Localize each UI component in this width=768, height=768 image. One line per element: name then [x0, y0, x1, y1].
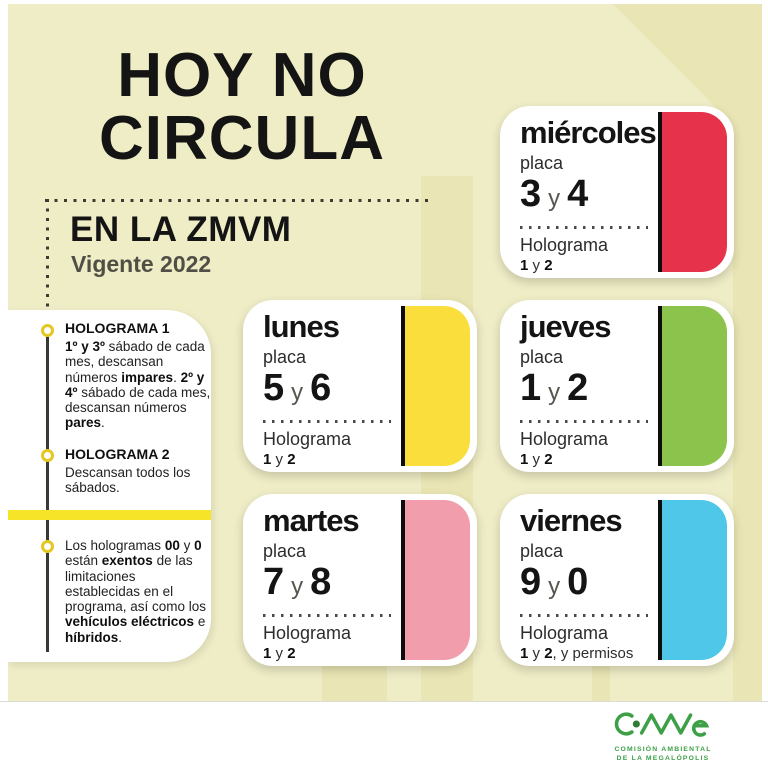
day-color-block	[405, 306, 470, 466]
dotted-separator	[520, 614, 648, 617]
day-name: martes	[263, 503, 359, 538]
hologram-1-heading: HOLOGRAMA 1	[65, 320, 170, 336]
hologram-value: 1 y 2	[520, 257, 553, 274]
day-color-block	[662, 112, 727, 272]
plate-numbers: 5 y 6	[263, 367, 332, 409]
plate-numbers: 7 y 8	[263, 561, 332, 603]
dotted-separator	[263, 614, 391, 617]
came-logo-icon	[604, 708, 722, 740]
footer-bar	[0, 701, 768, 768]
day-card-martes	[243, 494, 477, 666]
day-color-block	[662, 306, 727, 466]
hologram-label: Holograma	[520, 623, 609, 643]
dotted-separator	[520, 226, 648, 229]
day-card-jueves	[500, 300, 734, 472]
hologram-1-body: 1º y 3º sábado de cada mes, descansan números impares. 2º y 4º sábado de cada mes, descansan números pares.	[65, 339, 211, 431]
hologram-label: Holograma	[263, 623, 352, 643]
hologram-2-section	[65, 446, 211, 496]
hologram-1-section	[65, 320, 211, 431]
day-name: miércoles	[520, 115, 656, 150]
hologram-label: Holograma	[263, 429, 352, 449]
timeline-bullet	[41, 324, 54, 337]
placa-label: placa	[263, 347, 307, 367]
dotted-guide-horizontal	[45, 199, 431, 202]
placa-label: placa	[520, 153, 564, 173]
hologram-label: Holograma	[520, 235, 609, 255]
plate-numbers: 1 y 2	[520, 367, 589, 409]
hologram-2-body: Descansan todos los sábados.	[65, 465, 191, 496]
title-line-1: HOY NO	[117, 41, 367, 110]
came-logo	[598, 708, 728, 763]
day-name: lunes	[263, 309, 339, 344]
skyline-shape	[733, 84, 762, 702]
day-name: jueves	[520, 309, 611, 344]
skyline-shape	[322, 660, 387, 702]
hologram-value: 1 y 2	[263, 451, 296, 468]
day-card-viernes	[500, 494, 734, 666]
timeline-bullet	[41, 449, 54, 462]
day-name: viernes	[520, 503, 622, 538]
exempt-section	[65, 538, 211, 645]
yellow-divider-bar	[8, 510, 211, 520]
timeline-line	[46, 326, 49, 652]
org-name: COMISIÓN AMBIENTAL DE LA MEGALÓPOLIS	[614, 746, 712, 762]
dotted-guide-vertical	[46, 199, 49, 327]
poster-background	[8, 4, 762, 702]
dotted-separator	[520, 420, 648, 423]
placa-label: placa	[263, 541, 307, 561]
plate-numbers: 9 y 0	[520, 561, 589, 603]
plate-numbers: 3 y 4	[520, 173, 589, 215]
day-color-block	[405, 500, 470, 660]
placa-label: placa	[520, 347, 564, 367]
exempt-body: Los hologramas 00 y 0 están exentos de las limitaciones establecidas en el programa, así como los vehículos eléctricos e híbridos.	[65, 538, 207, 645]
day-card-lunes	[243, 300, 477, 472]
hologram-2-heading: HOLOGRAMA 2	[65, 446, 170, 462]
hologram-value: 1 y 2	[263, 645, 296, 662]
hologram-value: 1 y 2	[520, 451, 553, 468]
validity-label: Vigente 2022	[71, 251, 212, 277]
placa-label: placa	[520, 541, 564, 561]
hologram-value: 1 y 2, y permisos	[520, 645, 634, 662]
timeline-bullet	[41, 540, 54, 553]
poster-title	[60, 41, 424, 173]
title-line-2: CIRCULA	[99, 104, 385, 173]
day-card-miercoles	[500, 106, 734, 278]
region-subtitle: EN LA ZMVM	[70, 210, 292, 249]
day-color-block	[662, 500, 727, 660]
hologram-label: Holograma	[520, 429, 609, 449]
dotted-separator	[263, 420, 391, 423]
